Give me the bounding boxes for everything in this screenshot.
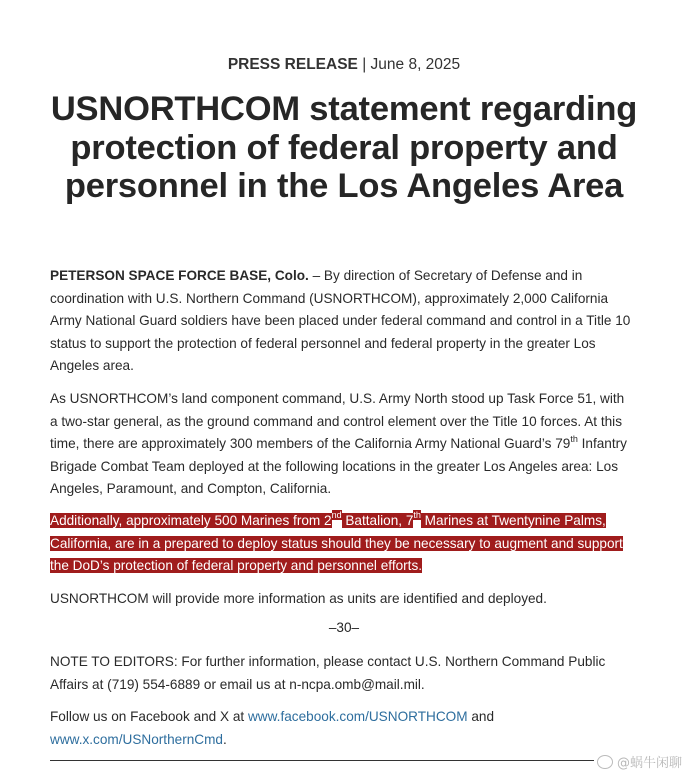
paragraph-note-to-editors: NOTE TO EDITORS: For further information, please contact U.S. Northern Command Public Affairs at (719) 554-6889 or email us at n-ncpa.omb@mail.mil. [50, 654, 606, 692]
ordinal-suffix-th: th [413, 510, 421, 521]
follow-text-c: . [222, 731, 227, 747]
dateline-location: PETERSON SPACE FORCE BASE, Colo. [50, 268, 309, 283]
page-title: USNORTHCOM statement regarding protection of federal property and personnel in the Los Angeles Area [50, 90, 638, 205]
paragraph-follow-us [50, 706, 634, 751]
end-mark: –30– [328, 620, 360, 635]
intro-text: – By direction of Secretary of Defense and in coordination with U.S. Northern Command (USNORTHCOM), approximately 2,000 California Army National Guard soldiers have been placed under federal command and control in a Title 10 status to support the protection of federal personnel and federal property in the greater Los Angeles area. [50, 268, 631, 374]
follow-text-a: Follow us on Facebook and X at [50, 709, 248, 724]
dateline-separator: | [362, 56, 367, 73]
follow-text-b: and [467, 709, 495, 724]
release-label: PRESS RELEASE [227, 56, 358, 73]
paragraph-marines-highlighted [50, 510, 634, 578]
release-date: June 8, 2025 [370, 56, 461, 73]
ordinal-suffix-nd: nd [331, 510, 342, 521]
release-dateline [50, 56, 638, 74]
paragraph-task-force [50, 388, 634, 501]
paragraph-more-info: USNORTHCOM will provide more information as units are identified and deployed. [50, 591, 547, 606]
highlighted-text-a: Additionally, approximately 500 Marines from 2 [50, 513, 332, 528]
facebook-link[interactable]: www.facebook.com/USNORTHCOM [247, 709, 468, 724]
highlighted-text-b: Battalion, 7 [341, 513, 414, 528]
task-force-text-b: Infantry Brigade Combat Team deployed at the following locations in the greater Los Angeles area: Los Angeles, Paramount, and Compton, California. [50, 436, 627, 497]
paragraph-intro [50, 265, 634, 378]
watermark-text: @蜗牛闲聊 [616, 756, 682, 771]
highlighted-text-c: Marines at Twentynine Palms, California, are in a prepared to deploy status should they be necessary to augment and support the DoD’s protection of federal property and personnel efforts. [50, 513, 623, 574]
watermark [597, 752, 682, 771]
footer-divider [50, 760, 594, 761]
ordinal-suffix: th [570, 433, 578, 444]
weibo-logo-icon [597, 755, 613, 769]
x-link[interactable]: www.x.com/USNorthernCmd [50, 731, 223, 747]
task-force-text-a: As USNORTHCOM’s land component command, U.S. Army North stood up Task Force 51, with a two-star general, as the ground command and control element over the Title 10 forces. At this time, there are approximately 300 members of the California Army National Guard’s 79 [50, 391, 625, 452]
